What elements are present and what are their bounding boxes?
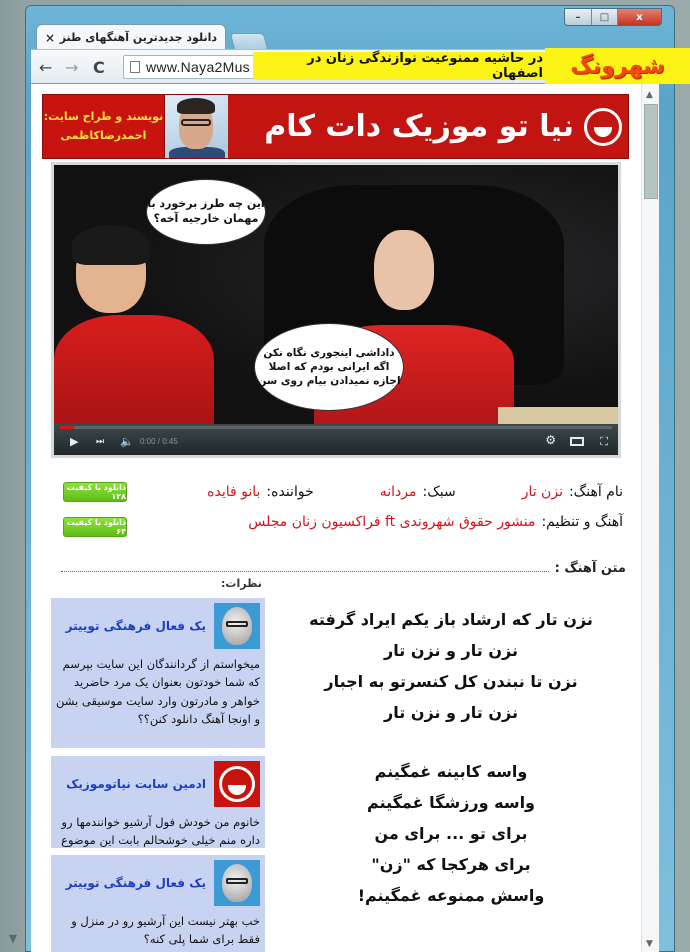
- comment-card: [51, 855, 265, 952]
- tab-active[interactable]: [36, 24, 226, 50]
- forward-arrow-icon[interactable]: →: [65, 58, 79, 77]
- maximize-button[interactable]: □: [591, 9, 617, 26]
- style-value: مردانه: [379, 484, 417, 500]
- video-frame[interactable]: [54, 165, 618, 427]
- author-box: [43, 95, 165, 158]
- outer-scroll-down-icon[interactable]: ▼: [8, 932, 18, 945]
- song-info: [51, 474, 631, 540]
- admin-avatar-icon: [214, 761, 260, 807]
- lyric-line: واسه کابینه غمگینم: [374, 762, 528, 781]
- download-128-button[interactable]: دانلود با کیفیت ۱۲۸: [63, 482, 127, 502]
- egg-avatar-icon: [214, 603, 260, 649]
- lyric-line: نزن تا نبندن کل کنسرتو به اجبار: [324, 672, 578, 691]
- speech-bubble-2: داداشی اینجوری نگاه نکن اگه ایرانی بودم که اصلا اجازه نمیدادن بیام روی سن: [254, 323, 404, 411]
- publication-logo: شهرونگ: [545, 48, 690, 84]
- next-icon[interactable]: ⏭: [96, 437, 105, 447]
- video-time: 0:00 / 0:45: [140, 437, 178, 446]
- url-text: www.Naya2Mus: [146, 59, 250, 75]
- dotted-divider: [61, 571, 549, 572]
- lyrics-body: [276, 604, 626, 911]
- tab-title: دانلود جدیدترین آهنگهای طنز: [59, 31, 217, 44]
- minimize-button[interactable]: –: [565, 9, 591, 26]
- play-icon[interactable]: ▶: [70, 435, 79, 448]
- new-tab-button[interactable]: [230, 33, 269, 50]
- lyric-line: واسش ممنوعه غمگینم!: [357, 886, 545, 905]
- comment-author[interactable]: یک فعال فرهنگی توییتر: [65, 876, 206, 890]
- song-name-value: نزن تار: [521, 484, 563, 500]
- site-title-text: نیا تو موزیک دات کام: [264, 109, 574, 144]
- song-info-row-2: [248, 514, 623, 530]
- scroll-down-icon[interactable]: ▼: [646, 939, 653, 949]
- scrollbar-thumb[interactable]: [644, 104, 658, 199]
- speech-bubble-1: این چه طرز برخورد با مهمان خارجیه آخه؟: [146, 179, 266, 245]
- video-controls: [54, 424, 618, 455]
- close-window-button[interactable]: x: [617, 9, 661, 26]
- page-scrollbar[interactable]: [641, 84, 659, 952]
- window-controls: [564, 8, 662, 26]
- page-icon: [130, 61, 140, 73]
- news-ticker: در حاشیه ممنوعیت نوازندگی زنان در اصفهان: [253, 52, 553, 80]
- settings-gear-icon[interactable]: ⚙: [545, 433, 556, 447]
- fullscreen-icon[interactable]: ⛶: [600, 435, 608, 448]
- lyrics-header: [61, 556, 626, 576]
- lyric-line: واسه ورزشگا غمگینم: [367, 793, 535, 812]
- back-arrow-icon[interactable]: ←: [39, 58, 53, 77]
- tab-close-icon[interactable]: ×: [45, 30, 56, 45]
- page-viewport: [31, 84, 641, 952]
- lyric-line: نزن تار و نزن تار: [384, 641, 518, 660]
- lyrics-title: متن آهنگ :: [554, 561, 626, 576]
- song-name-label: نام آهنگ:: [568, 484, 623, 500]
- lyric-line: برای تو ... برای من: [374, 824, 528, 843]
- volume-icon[interactable]: 🔈: [120, 435, 134, 448]
- style-label: سبک:: [422, 484, 456, 500]
- singer-label: خواننده:: [266, 484, 314, 500]
- lyric-line: برای هرکجا که "زن": [371, 855, 531, 874]
- site-banner: [42, 94, 629, 159]
- theater-mode-icon[interactable]: [570, 437, 584, 446]
- singer-value: بانو فایده: [207, 484, 261, 500]
- song-info-row-1: [207, 484, 623, 500]
- comment-author[interactable]: ادمین سایت نیاتوموزیک: [66, 777, 206, 791]
- author-photo: [165, 95, 228, 158]
- comment-author[interactable]: یک فعال فرهنگی توییتر: [65, 619, 206, 633]
- composer-label: آهنگ و تنظیم:: [541, 514, 623, 530]
- comment-text: میخواستم از گردانندگان این سایت بپرسم که شما خودتون بعنوان یک مرد حاضرید خواهر و مادرتون وارد سایت موسیقی بشن و اونجا آهنگ دانلود کنن؟؟: [56, 657, 260, 727]
- comments-label: نظرات:: [221, 577, 262, 590]
- lyric-line: نزن تار و نزن تار: [384, 703, 518, 722]
- video-progress-bar[interactable]: [60, 426, 612, 429]
- lyric-line: نزن تار که ارشاد باز یکم ایراد گرفته: [309, 610, 593, 629]
- scroll-up-icon[interactable]: ▲: [646, 90, 653, 100]
- video-player[interactable]: [51, 162, 621, 458]
- author-label: نویسند و طراح سایت:: [43, 109, 164, 123]
- comment-card: [51, 598, 265, 748]
- egg-avatar-icon: [214, 860, 260, 906]
- comment-card: [51, 756, 265, 848]
- author-name: احمدرضاکاظمی: [60, 128, 147, 142]
- download-64-button[interactable]: دانلود با کیفیت ۶۴: [63, 517, 127, 537]
- comment-text: خانوم من خودش فول آرشیو خوانندمها رو داره منم خیلی خوشحالم بابت این موضوع: [61, 815, 260, 848]
- reload-icon[interactable]: C: [93, 58, 105, 77]
- site-title[interactable]: [228, 95, 628, 158]
- site-logo-icon: [584, 108, 622, 146]
- browser-window: [25, 5, 675, 952]
- comment-text: خب بهتر نیست این آرشیو رو در منزل و فقط برای شما پلی کنه؟: [71, 914, 260, 947]
- composer-value: منشور حقوق شهروندی ft فراکسیون زنان مجلس: [248, 514, 536, 530]
